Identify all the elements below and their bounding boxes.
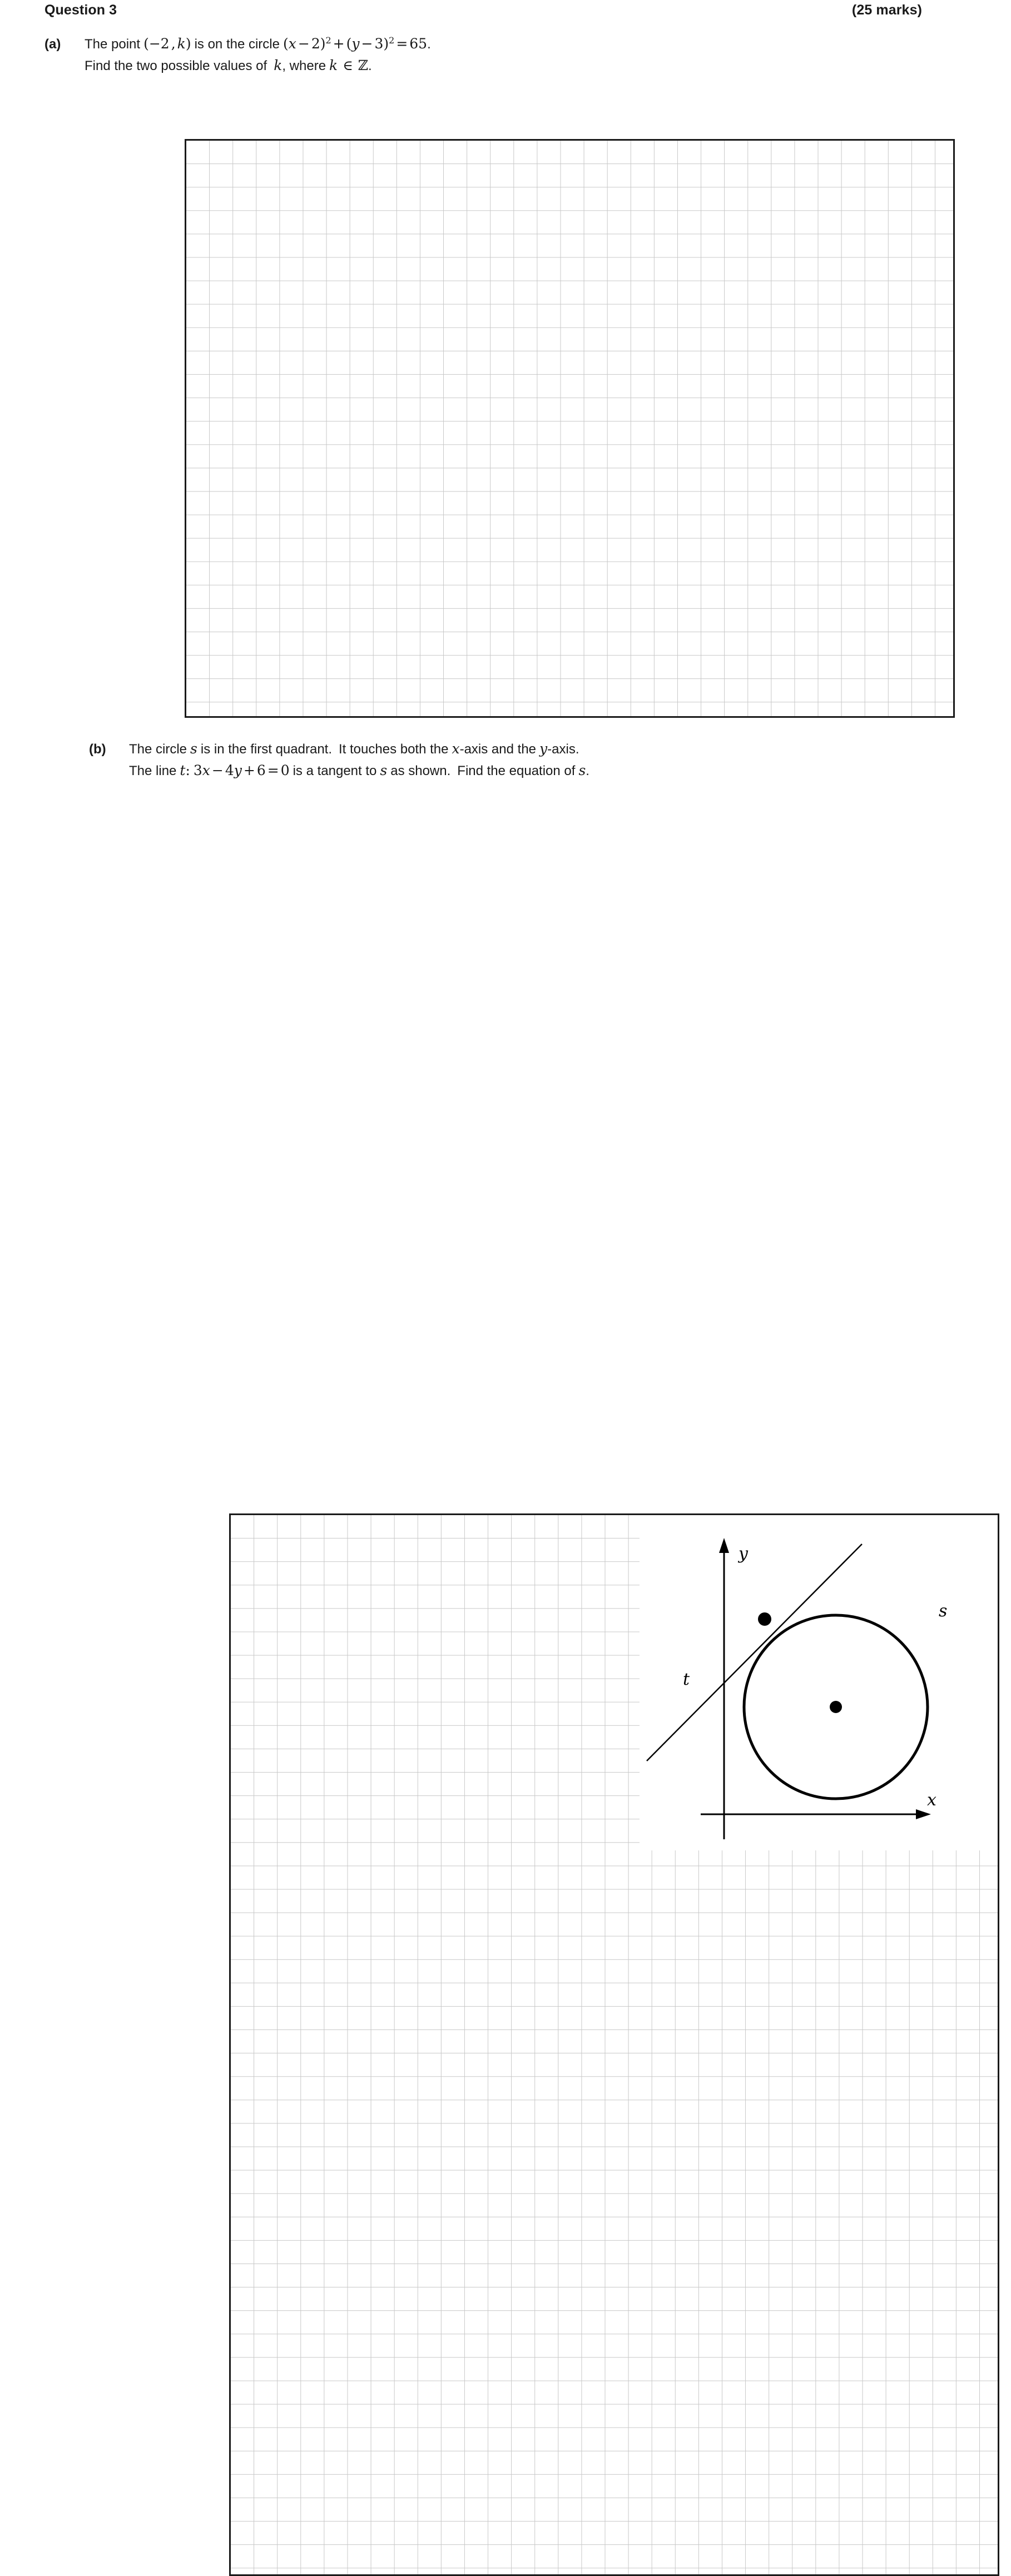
answer-grid-part-b[interactable] (229, 1513, 999, 2576)
period-2: . (368, 58, 372, 73)
x-axis-arrowhead (916, 1809, 931, 1819)
part-a-line-1 (44, 33, 968, 55)
h-value: 2 (311, 36, 320, 52)
marks-label: (25 marks) (851, 2, 922, 18)
exponent-1: 2 (325, 35, 331, 46)
point-x-value: −2 (148, 36, 170, 52)
integers-symbol: ℤ (358, 57, 368, 73)
exponent-2: 2 (389, 35, 395, 46)
part-a-letter: (a) (44, 37, 61, 52)
text-y-axis-end: -axis. (547, 742, 579, 757)
paren-close-2: ) (320, 36, 326, 52)
rhs-zero: 0 (280, 762, 290, 778)
var-x: x (288, 36, 296, 52)
paren-open-2: ( (283, 36, 289, 52)
period-3: . (586, 763, 589, 778)
part-a-text-line-2 (44, 55, 968, 77)
coef-b: 4 (225, 762, 234, 778)
circle-rhs: 65 (409, 36, 428, 52)
element-of-symbol: ∈ (343, 57, 353, 73)
minus-eq: − (211, 762, 224, 778)
text-x-axis-and-the: -axis and the (459, 742, 537, 757)
text-first-quadrant: is in the first quadrant. (200, 742, 332, 757)
text-where: , where (282, 58, 326, 73)
text-the-point: The point (85, 37, 141, 52)
equals-eq: = (267, 762, 279, 778)
var-x-eq: x (202, 762, 210, 778)
paren-open: ( (143, 36, 149, 52)
part-b-text-line-2 (89, 760, 1011, 782)
var-k-1: k (274, 57, 283, 73)
point-k-symbol: k (177, 36, 186, 52)
equals-sign: = (396, 36, 408, 52)
tangent-line-t (647, 1544, 862, 1761)
part-b-text-line-1 (129, 738, 1011, 760)
x-axis-label: x (927, 1790, 936, 1810)
part-b-line-1 (89, 738, 1011, 760)
coef-c: 6 (256, 762, 266, 778)
comma: , (171, 36, 176, 52)
text-find-two-values: Find the two possible values of (85, 58, 267, 73)
circle-name-1: s (190, 741, 197, 757)
k-center-value: 3 (374, 36, 384, 52)
part-b-letter: (b) (89, 742, 106, 757)
circle-label-s: s (939, 1601, 948, 1621)
var-y-eq: y (234, 762, 242, 778)
text-the-line: The line (129, 763, 177, 778)
text-it-touches: It touches both the (339, 742, 449, 757)
text-is-on-the-circle: is on the circle (194, 37, 280, 52)
var-y: y (351, 36, 360, 52)
colon-sep: : (185, 762, 190, 778)
text-find-equation-of: Find the equation of (457, 763, 576, 778)
text-the-circle: The circle (129, 742, 187, 757)
y-axis-label: y (739, 1544, 748, 1564)
figure-canvas (640, 1515, 999, 1850)
line-name-1: t (180, 762, 186, 778)
coef-a: 3 (193, 762, 202, 778)
line-label-t: t (683, 1670, 690, 1689)
circle-name-2: s (380, 762, 388, 778)
y-axis-arrowhead (719, 1538, 729, 1553)
answer-grid-part-a[interactable] (185, 139, 955, 718)
var-y-axis: y (539, 741, 548, 757)
question-header (44, 2, 967, 18)
circle-name-3: s (578, 762, 586, 778)
period-1: . (427, 37, 431, 52)
paren-close: ) (185, 36, 191, 52)
tangent-point-dot (758, 1612, 771, 1626)
var-x-axis: x (452, 741, 460, 757)
text-as-shown: as shown. (390, 763, 451, 778)
plus-sign: + (333, 36, 345, 52)
var-k-2: k (329, 57, 338, 73)
paren-open-3: ( (346, 36, 352, 52)
question-part-a (44, 33, 968, 1810)
part-a-text-line-1 (85, 33, 968, 55)
paren-close-3: ) (383, 36, 389, 52)
question-part-b (89, 738, 1011, 1810)
minus-1: − (298, 36, 310, 52)
page-title: Question 3 (44, 2, 117, 18)
circle-tangent-figure (640, 1515, 999, 1850)
text-is-tangent-to: is a tangent to (293, 763, 377, 778)
circle-centre-dot (830, 1701, 842, 1713)
minus-2: − (361, 36, 373, 52)
plus-eq: + (243, 762, 255, 778)
